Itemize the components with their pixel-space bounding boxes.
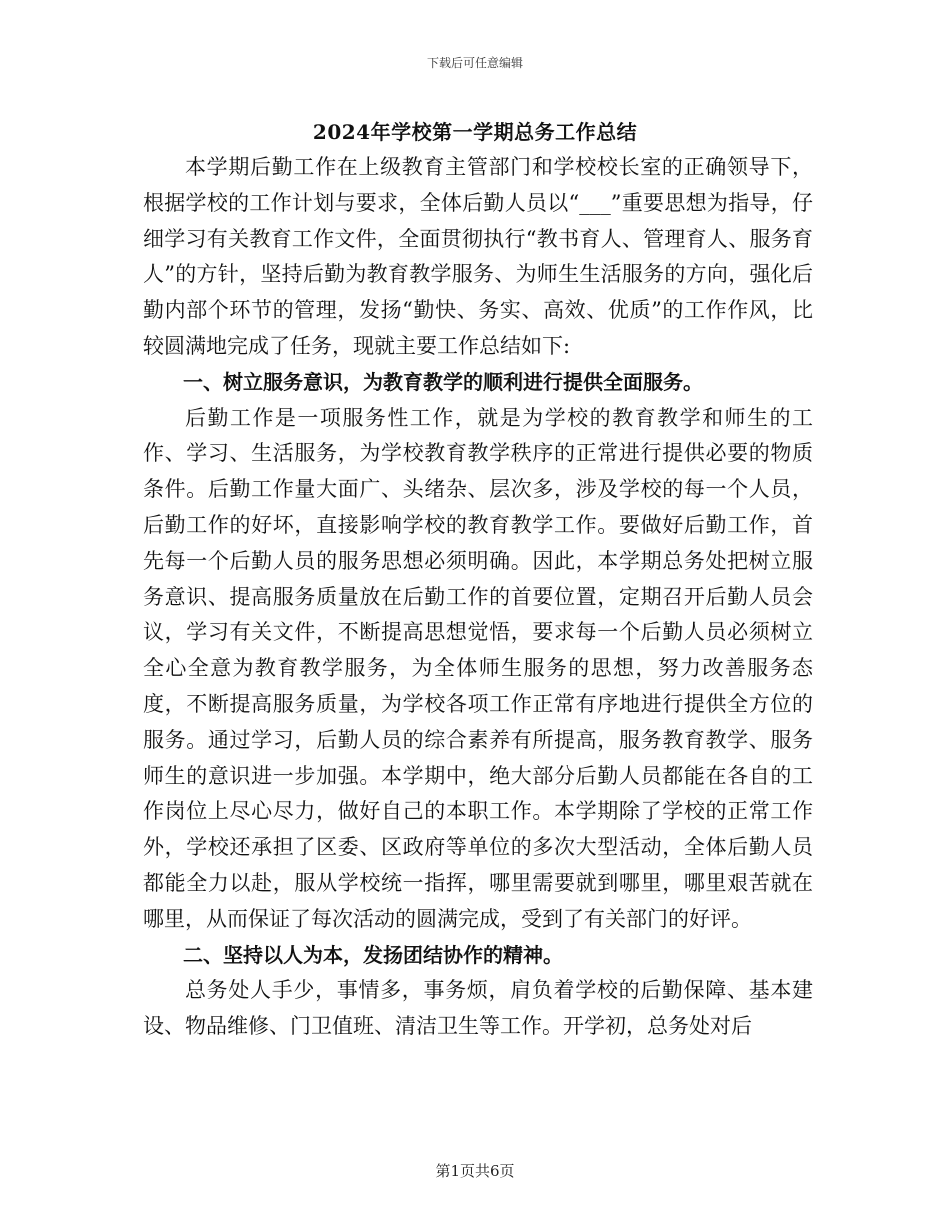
document-body xyxy=(143,150,813,1045)
section-heading-1: 一、树立服务意识，为教育教学的顺利进行提供全面服务。 xyxy=(183,369,703,394)
document-title: 2024年学校第一学期总务工作总结 xyxy=(312,120,638,144)
header-note: 下载后可任意编辑 xyxy=(426,56,523,70)
page-number: 第1页共6页 xyxy=(435,1162,515,1180)
paragraph-intro: 本学期后勤工作在上级教育主管部门和学校校长室的正确领导下，根据学校的工作计划与要求，全体后勤人员以“___”重要思想为指导，仔细学习有关教育工作文件，全面贯彻执行“教书育人、管理育人、服务育人”的方针，坚持后勤为教育教学服务、为师生生活服务的方向，强化后勤内部个环节的管理，发扬“勤快、务实、高效、优质”的工作作风，比较圆满地完成了任务，现就主要工作总结如下: xyxy=(143,155,813,358)
section-heading-2: 二、坚持以人为本，发扬团结协作的精神。 xyxy=(183,942,563,967)
paragraph-teamwork: 总务处人手少，事情多，事务烦，肩负着学校的后勤保障、基本建设、物品维修、门卫值班、清洁卫生等工作。开学初，总务处对后 xyxy=(143,978,813,1039)
paragraph-service: 后勤工作是一项服务性工作，就是为学校的教育教学和师生的工作、学习、生活服务，为学校教育教学秩序的正常进行提供必要的物质条件。后勤工作量大面广、头绪杂、层次多，涉及学校的每一个人员，后勤工作的好坏，直接影响学校的教育教学工作。要做好后勤工作，首先每一个后勤人员的服务思想必须明确。因此，本学期总务处把树立服务意识、提高服务质量放在后勤工作的首要位置，定期召开后勤人员会议，学习有关文件，不断提高思想觉悟，要求每一个后勤人员必须树立全心全意为教育教学服务，为全体师生服务的思想，努力改善服务态度，不断提高服务质量，为学校各项工作正常有序地进行提供全方位的服务。通过学习，后勤人员的综合素养有所提高，服务教育教学、服务师生的意识进一步加强。本学期中，绝大部分后勤人员都能在各自的工作岗位上尽心尽力，做好自己的本职工作。本学期除了学校的正常工作外，学校还承担了区委、区政府等单位的多次大型活动，全体后勤人员都能全力以赴，服从学校统一指挥，哪里需要就到哪里，哪里艰苦就在哪里，从而保证了每次活动的圆满完成，受到了有关部门的好评。 xyxy=(143,405,813,931)
